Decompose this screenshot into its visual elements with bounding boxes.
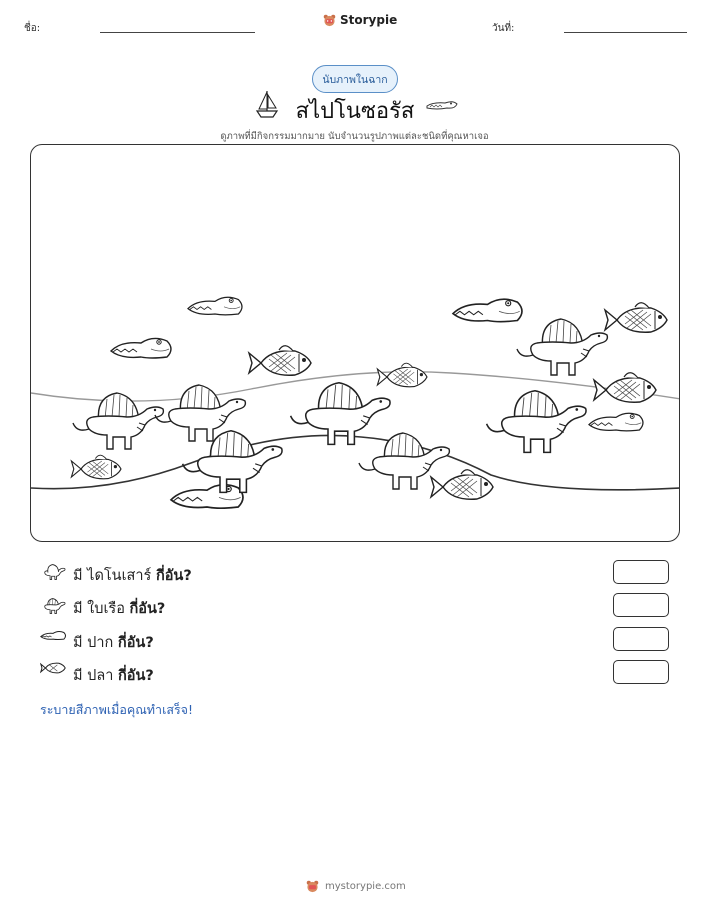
activity-badge: นับภาพในฉาก: [312, 65, 398, 93]
question-row-fish: [40, 660, 670, 686]
answer-box-sail[interactable]: [613, 593, 669, 617]
fish-5: [71, 455, 121, 479]
answer-box-fish[interactable]: [613, 660, 669, 684]
brand-name: Storypie: [340, 13, 398, 27]
page-title: สไปโนซอรัส: [295, 99, 415, 124]
sailboat-icon: [254, 89, 280, 119]
crocodile-5: [171, 485, 243, 508]
crocodile-title-icon: [425, 98, 459, 112]
name-line[interactable]: [100, 32, 255, 33]
question-text: มี ปลา กี่อัน?: [73, 668, 154, 684]
fish-1: [249, 346, 311, 376]
dinosaur-5: [487, 391, 586, 453]
crocodile-2: [188, 297, 242, 315]
sail-dinosaur-icon: [40, 593, 66, 619]
question-text: มี ปาก กี่อัน?: [73, 635, 154, 651]
dinosaur-icon: [40, 560, 66, 584]
date-label: วันที่:: [492, 23, 515, 34]
fish-2: [605, 303, 667, 333]
bear-logo-icon: [323, 14, 336, 27]
dinosaur-6: [183, 431, 282, 493]
fish-3: [377, 363, 427, 387]
crocodile-4: [589, 413, 643, 431]
crocodile-3: [453, 299, 522, 322]
question-row-mouth: [40, 627, 670, 653]
footer: [306, 880, 406, 893]
color-instruction: ระบายสีภาพเมื่อคุณทำเสร็จ!: [40, 702, 194, 717]
brand-logo: [323, 13, 397, 27]
name-label: ชื่อ:: [24, 23, 41, 34]
date-line[interactable]: [564, 32, 687, 33]
activity-scene: [30, 144, 680, 542]
question-text: มี ใบเรือ กี่อัน?: [73, 601, 166, 617]
scene-illustration: [31, 145, 680, 542]
bear-logo-icon: [306, 880, 319, 893]
fish-4: [594, 373, 656, 403]
fish-icon: [40, 660, 66, 676]
question-row-dinosaur: [40, 560, 670, 586]
instructions: ดูภาพที่มีกิจกรรมมากมาย นับจำนวนรูปภาพแต่ละชนิดที่คุณหาเจอ: [220, 131, 489, 142]
crocodile-icon: [40, 627, 68, 643]
question-text: มี ไดโนเสาร์ กี่อัน?: [73, 568, 192, 584]
answer-box-mouth[interactable]: [613, 627, 669, 651]
dinosaur-4: [517, 319, 607, 375]
fish-6: [431, 470, 493, 500]
question-row-sail: [40, 593, 670, 619]
answer-box-dinosaur[interactable]: [613, 560, 669, 584]
footer-url[interactable]: mystorypie.com: [325, 881, 406, 892]
crocodile-1: [111, 338, 171, 358]
